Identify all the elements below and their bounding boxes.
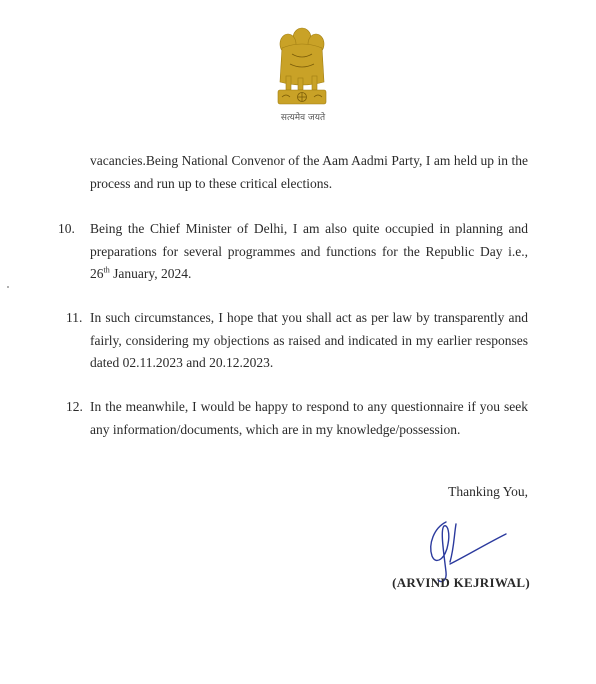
- item-number-11: 11.: [66, 310, 83, 325]
- item-paragraph-11: In such circumstances, I hope that you shall act as per law by transparently and fairly, considering my objections as raised and indicated in my earlier responses dated 02.11.2023 and 20.12.2023.: [90, 310, 528, 370]
- item-10-superscript: th: [103, 265, 110, 275]
- continuation-paragraph: vacancies.Being National Convenor of the Aam Aadmi Party, I am held up in the process and run up to these critical elections.: [90, 153, 528, 191]
- item-10-text-end: January, 2024.: [109, 266, 192, 281]
- scan-speck: [7, 286, 9, 288]
- national-emblem-logo: [270, 24, 334, 124]
- item-number-10: 10.: [58, 221, 75, 236]
- emblem-motto: सत्यमेव जयते: [280, 113, 326, 123]
- item-10-text: Being the Chief Minister of Delhi, I am also quite occupied in planning and preparations for several programmes and functions for the Republic Day i.e., 26: [90, 221, 528, 281]
- item-number-12: 12.: [66, 399, 83, 414]
- signer-name: (ARVIND KEJRIWAL): [392, 575, 530, 590]
- closing-salutation: Thanking You,: [448, 484, 528, 499]
- item-paragraph-12: In the meanwhile, I would be happy to respond to any questionnaire if you seek any information/documents, which are in my knowledge/possession.: [90, 399, 528, 437]
- item-paragraph-10: [90, 218, 528, 286]
